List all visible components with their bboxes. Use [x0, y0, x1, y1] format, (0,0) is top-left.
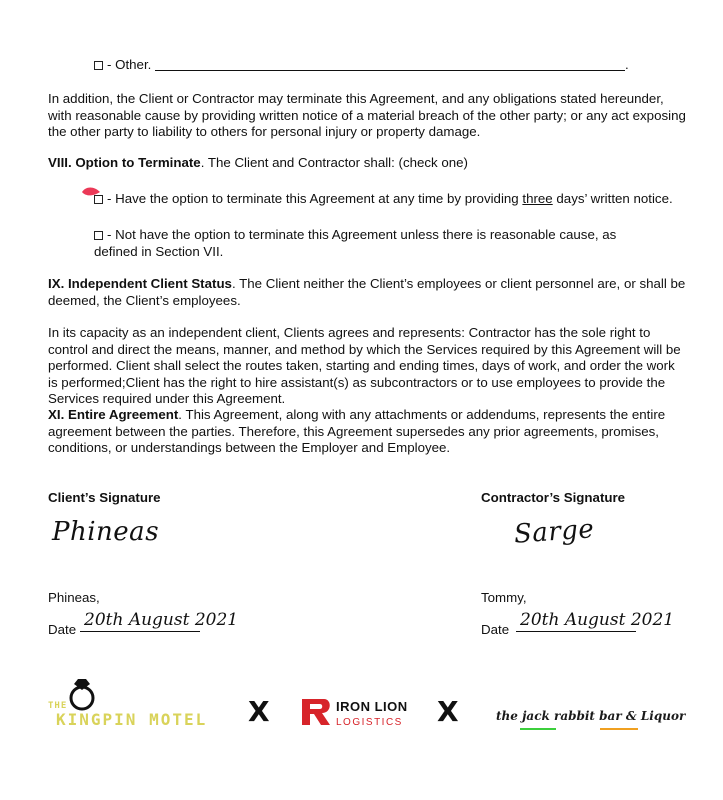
section-11-heading: XI. Entire Agreement [48, 407, 179, 422]
section-8-heading-line [48, 155, 688, 172]
kingpin-motel-logo [40, 676, 226, 744]
client-signature-heading: Client’s Signature [48, 490, 161, 505]
jack-rabbit-green-underline [520, 728, 556, 730]
section-8-option-2 [94, 227, 654, 260]
section-9-text: . The Client neither the Client’s employees or client personnel are, or shall be deemed, the Client’s employees. [48, 276, 686, 308]
contractor-signature: Sarge [513, 514, 596, 550]
logo-separator-2: X [437, 695, 459, 728]
checkbox-option-1[interactable] [94, 195, 103, 204]
checkbox-option-2[interactable] [94, 231, 103, 240]
iron-lion-tagline: LOGISTICS [336, 717, 403, 728]
iron-lion-name: IRON LION [336, 699, 408, 714]
kingpin-name: KINGPIN MOTEL [56, 710, 208, 729]
other-blank-line [155, 58, 625, 71]
section-11 [48, 407, 688, 457]
client-name: Phineas, [48, 590, 100, 605]
iron-lion-logo [300, 695, 410, 735]
capacity-paragraph: In its capacity as an independent client, Clients agrees and represents: Contractor has the sole right to control and direct the means, manner, and method by which the Services required by this Agreement will be performed. Client shall select the routes taken, starting and ending times, days of work, and order the work is performed;Client has the right to hire assistant(s) as subcontractors or to use employees to provide the Services required under this Agreement. [48, 325, 681, 406]
client-date-label: Date [48, 622, 77, 637]
section-8-heading: VIII. Option to Terminate [48, 155, 201, 170]
jack-rabbit-name: the jack rabbit bar & Liquor [496, 709, 686, 723]
kingpin-small-text: THE [48, 701, 68, 711]
logo-separator-1: X [248, 695, 270, 728]
contractor-name: Tommy, [481, 590, 527, 605]
contractor-date-line [516, 631, 636, 632]
lion-r-icon [300, 697, 334, 727]
option-1-days: three [522, 191, 553, 206]
option-1-text-b: days’ written notice. [552, 191, 673, 206]
diamond-ring-icon [64, 676, 100, 712]
client-date-line [80, 631, 200, 632]
section-8-intro: . The Client and Contractor shall: (check one) [200, 155, 468, 170]
contractor-date-label: Date [481, 622, 510, 637]
contractor-signature-heading: Contractor’s Signature [481, 490, 626, 505]
option-1-text-a: - Have the option to terminate this Agreement at any time by providing [107, 191, 523, 206]
option-2-text: - Not have the option to terminate this Agreement unless there is reasonable cause, as defined in Section VII. [94, 227, 617, 259]
section-9-heading: IX. Independent Client Status [48, 276, 232, 291]
section-9 [48, 276, 688, 309]
section-8-option-1 [94, 191, 674, 208]
terminate-paragraph: In addition, the Client or Contractor may terminate this Agreement, and any obligations stated hereunder, with reasonable cause by providing written notice of a material breach of the other party; or any act exposing the other party to liability to others for personal injury or property damage. [48, 91, 686, 139]
jack-rabbit-orange-underline [600, 728, 638, 730]
client-signature: Phineas [52, 517, 160, 547]
contractor-date-value: 20th August 2021 [520, 610, 675, 630]
section-11-text: . This Agreement, along with any attachments or addendums, represents the entire agreement between the parties. Therefore, this Agreement supersedes any prior agreements, promises, conditions, or understandings between the Employer and Employee. [48, 407, 666, 455]
checkbox-other[interactable] [94, 61, 103, 70]
client-date-value: 20th August 2021 [84, 610, 239, 630]
other-label: - Other. [107, 57, 152, 72]
jack-rabbit-logo [496, 706, 686, 736]
other-option: - Other. . [94, 57, 654, 74]
